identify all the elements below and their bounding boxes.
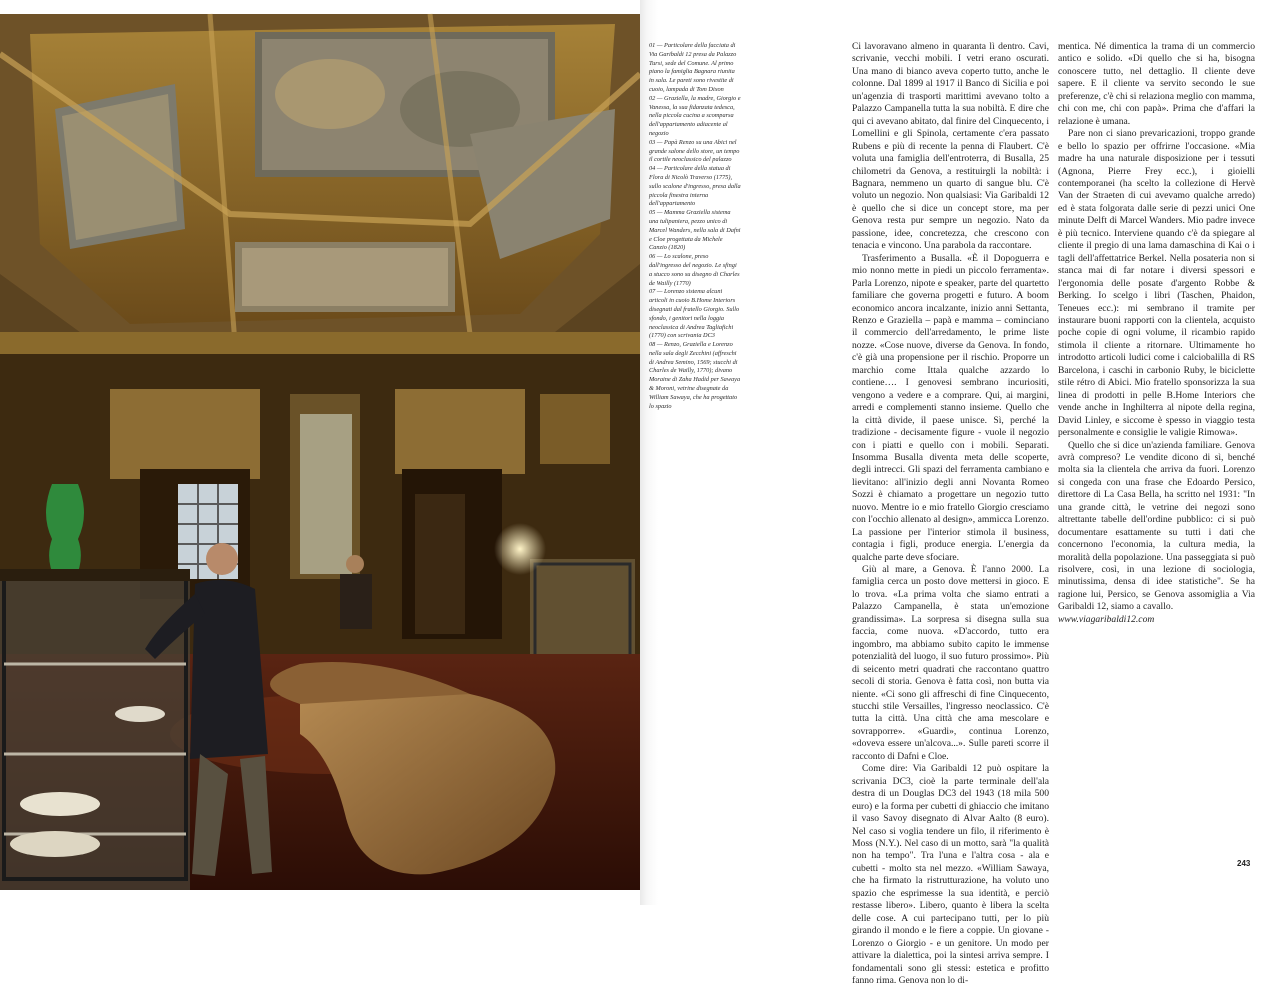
paragraph: mentica. Né dimentica la trama di un commercio antico e solido. «Di quello che si ha, bisogna conoscere tutto, nel dettaglio. Il cliente deve sapere. E il cliente va servito secondo le sue preferenze, c'è chi si relaziona meglio con mamma, chi con me, chi con papà». Prima che d'affari la relazione è umana. (1058, 41, 1255, 127)
caption-04: 04 — Particolare della statua di Flora di Nicolò Traverso (1775), sullo scalone d'ingresso, presa dalla piccola finestra interna dell'appartamento (649, 165, 741, 208)
article-column-2 (1058, 41, 1255, 853)
paragraph: Ci lavoravano almeno in quaranta lì dentro. Cavi, scrivanie, vecchi mobili. I vetri erano oscurati. Una mano di bianco aveva coperto tutto, anche le colonne. Dal 1899 al 1917 il Banco di Sicilia e poi un'agenzia di trasporti marittimi avevano tolto a Palazzo Campanella tutta la sua nobiltà. E dire che qui ci avevano abitato, dal finire del Cinquecento, i Lomellini e gli Spinola, certamente c'era passato Rubens e più di recente la penna di Flaubert. C'è voluta una famiglia dell'entroterra, di Busalla, 25 chilometri da Genova, a restituirgli la nobiltà: i Bagnara, nemmeno un quarto di sangue blu. C'è voluto un negozio. Non qualsiasi: Via Garibaldi 12 è quello che si dice un concept store, ma per Genova resta pur sempre un negozio. Nato da passione, idee, concretezza, che crescono con tenacia e vincono. Una parabola da raccontare. (852, 41, 1049, 252)
paragraph: Quello che si dice un'azienda familiare. Genova avrà compreso? Le vendite dicono di sì, benché molta sia la clientela che arriva da fuori. Lorenzo si congeda con una frase che Edoardo Persico, direttore di La Casa Bella, ha scritto nel 1931: "In una grande città, le vetrine dei negozi sono altrettante tabelle dell'ordine pubblico: ci si può documentare esattamente su tutti i dati che concernono l'economia, la cultura media, la moralità della popolazione. Una passeggiata si può risolvere, così, in una lezione di sociologia, minutissima, densa di idee statistiche". Se ha ragione lui, Persico, se Genova assomiglia a Via Garibaldi 12, siamo a cavallo. (1058, 439, 1255, 613)
caption-03: 03 — Papà Renzo su una Abici nel grande salone dello store, un tempo il cortile neoclassico del palazzo (649, 138, 740, 164)
website-link[interactable]: www.viagaribaldi12.com (1058, 613, 1155, 625)
interior-photograph (0, 14, 640, 890)
caption-06: 06 — Lo scalone, preso dall'ingresso del negozio. Le sfingi a stucco sono su disegno di Charles de Wailly (1770) (649, 253, 740, 287)
article-column-1 (852, 41, 1049, 986)
caption-02: 02 — Graziella, la madre, Giorgio e Vanessa, la sua fidanzata tedesca, nella piccola cucina a scomparsa dell'appartamento adiacente al negozio (649, 94, 741, 137)
salon-illustration (0, 14, 640, 890)
paragraph: Come dire: Via Garibaldi 12 può ospitare la scrivania DC3, cioè la parte terminale dell'ala destra di un Douglas DC3 del 1943 (18 mila 500 euro) e la forma per cubetti di ghiaccio che imitano il vaso Savoy disegnato di Alvar Aalto (8 euro). Nel caso si voglia tendere un filo, il riferimento è Moss (N.Y.). Nel caso di un motto, sarà "la qualità non ha tempo". Tra l'una e l'altra cosa - ala e cubetti - molto sta nel mezzo. «William Sawaya, che ha firmato la ristrutturazione, ha voluto uno spazio che esprimesse la sua identità, e perciò restasse libero». Libero, quanto è libera la scelta delle cose. A cui partecipano tutti, per lo più girando il mondo e le fiere a coppie. Un giovane - Lorenzo o Giorgio - e un genitore. Un modo per attivare la dialettica, poi la sintesi arriva sempre. I fondamentali sono gli stessi: estetica e profitto fanno rima. Genova non lo di- (852, 763, 1049, 986)
page-number: 243 (1237, 859, 1251, 868)
caption-01: 01 — Particolare della facciata di Via Garibaldi 12 presa da Palazzo Tursi, sede del Comune. Al primo piano la famiglia Bagnara riunita in sala. Le pareti sono rivestite di cuoio, lampada di Tom Dixon (649, 42, 737, 93)
paragraph: Trasferimento a Busalla. «È il Dopoguerra e mio nonno mette in piedi un piccolo ferramenta». Parla Lorenzo, nipote e speaker, parte del quartetto familiare che governa progetti e futuro. A boom economico ancora incalzante, inizio anni Settanta, Renzo e Graziella – papà e mamma – cominciano il commercio dell'arredamento, le prime liste nozze. «Cose nuove, diverse da Genova. In fondo, c'è già una propensione per il rischio. Proporre un marchio come Ittala qualche azzardo lo contiene…. I genovesi sembrano incuriositi, vengono a vedere e a comprare. Qui, ai margini, arredi e complementi stanno insieme. Quello che la città divide, il paese unisce. Sì, perché la tradizione - decisamente figure - vuole il negozio con i piatti e quello con i mobili. Separati. Insomma Busalla diventa meta delle scoperte, degli intrecci. Gli spazi del ferramenta cambiano e lievitano: all'inizio degli anni Novanta Romeo Sozzi è chiamato a progettare un negozio tutto nuovo. Mentre io e mio fratello Giorgio cresciamo con l'occhio allenato al design», ammicca Lorenzo. La passione per l'interior stimola il business, contagia i figli, produce energia. L'energia da qualche parte deve sfociare. (852, 252, 1049, 563)
caption-05: 05 — Mamma Graziella sistema una tulipaniera, pezzo unico di Marcel Wanders, nella sala di Dafni e Cloe progettata da Michele Canzio (1820) (649, 209, 741, 252)
paragraph: Giù al mare, a Genova. È l'anno 2000. La famiglia cerca un posto dove mettersi in gioco. E lo trova. «La prima volta che siamo entrati a Palazzo Campanella, è stata un'emozione grandissima». La sorpresa si disegna sulla sua faccia, come nuova. «D'accordo, tutto era ingombro, ma abbiamo subito capito le immense potenzialità del luogo, il suo futuro prossimo». Più di seicento metri quadrati che raccontano quattro secoli di storia. Genova è fatta così, non butta via niente. «Ci sono gli affreschi di fine Cinquecento, stucchi stile Versailles, l'ingresso neoclassico. C'è tutta la città. Una città che ama mescolare e sovrapporre». «Guardi», continua Lorenzo, «doveva essere un'alcova...». Sulle pareti scorre il racconto di Dafni e Cloe. (852, 564, 1049, 762)
paragraph: Pare non ci siano prevaricazioni, troppo grande e bello lo spazio per offrirne l'occasione. «Mia madre ha una naturale disposizione per i tessuti (Agnona, Pierre Frey ecc.), i gioielli contemporanei (ha scelto la collezione di Hervè Van der Straeten di cui avevamo qualche arredo) ed è stata folgorata dalle serie di pezzi unici One minute Delft di Marcel Wanders. Mio padre invece è più tecnico. Interviene quando c'è da spiegare al cliente il pregio di una lama damaschina di Kai o i tagli dell'affettatrice Berkel. Nella posateria non si stanca mai di far notare i diversi spessori e l'ergonomia delle posate d'argento Robbe & Berking. Io scelgo i libri (Taschen, Phaidon, Teneues ecc.): mi sembrano il tramite per instaurare buoni rapporti con la clientela, acquisto poche copie di ogni volume, il ricambio rapido stimola il cliente a ritornare. Ultimamente ho introdotto articoli ludici come i calciobalilla di RS Barcelona, i caschi in carbonio Ruby, le biciclette stile rétro di Abici. Mio fratello sponsorizza la sua linea di prodotti in pelle B.Home Interiors che vende anche in Inghilterra al nipote della regina, David Linley, e siccome è spesso in viaggio testa personalmente e consiglie le valigie Rimowa». (1058, 128, 1255, 439)
caption-07: 07 — Lorenzo sistema alcuni articoli in cuoio B.Home Interiors disegnati dal fratello Giorgio. Sullo sfondo, i genitori nella loggia neoclassica di Andrea Tagliafichi (1770) con scrivania DC3 (649, 288, 740, 340)
caption-08: 08 — Renzo, Graziella e Lorenzo nella sala degli Zecchini (affreschi di Andrea Semino, 1569; stucchi di Charles de Wailly, 1770); divano Moraine di Zaha Hadid per Sawaya & Moroni, vetrine disegnate da William Sawaya, che ha progettato lo spazio (649, 341, 741, 410)
photo-captions (649, 42, 741, 411)
